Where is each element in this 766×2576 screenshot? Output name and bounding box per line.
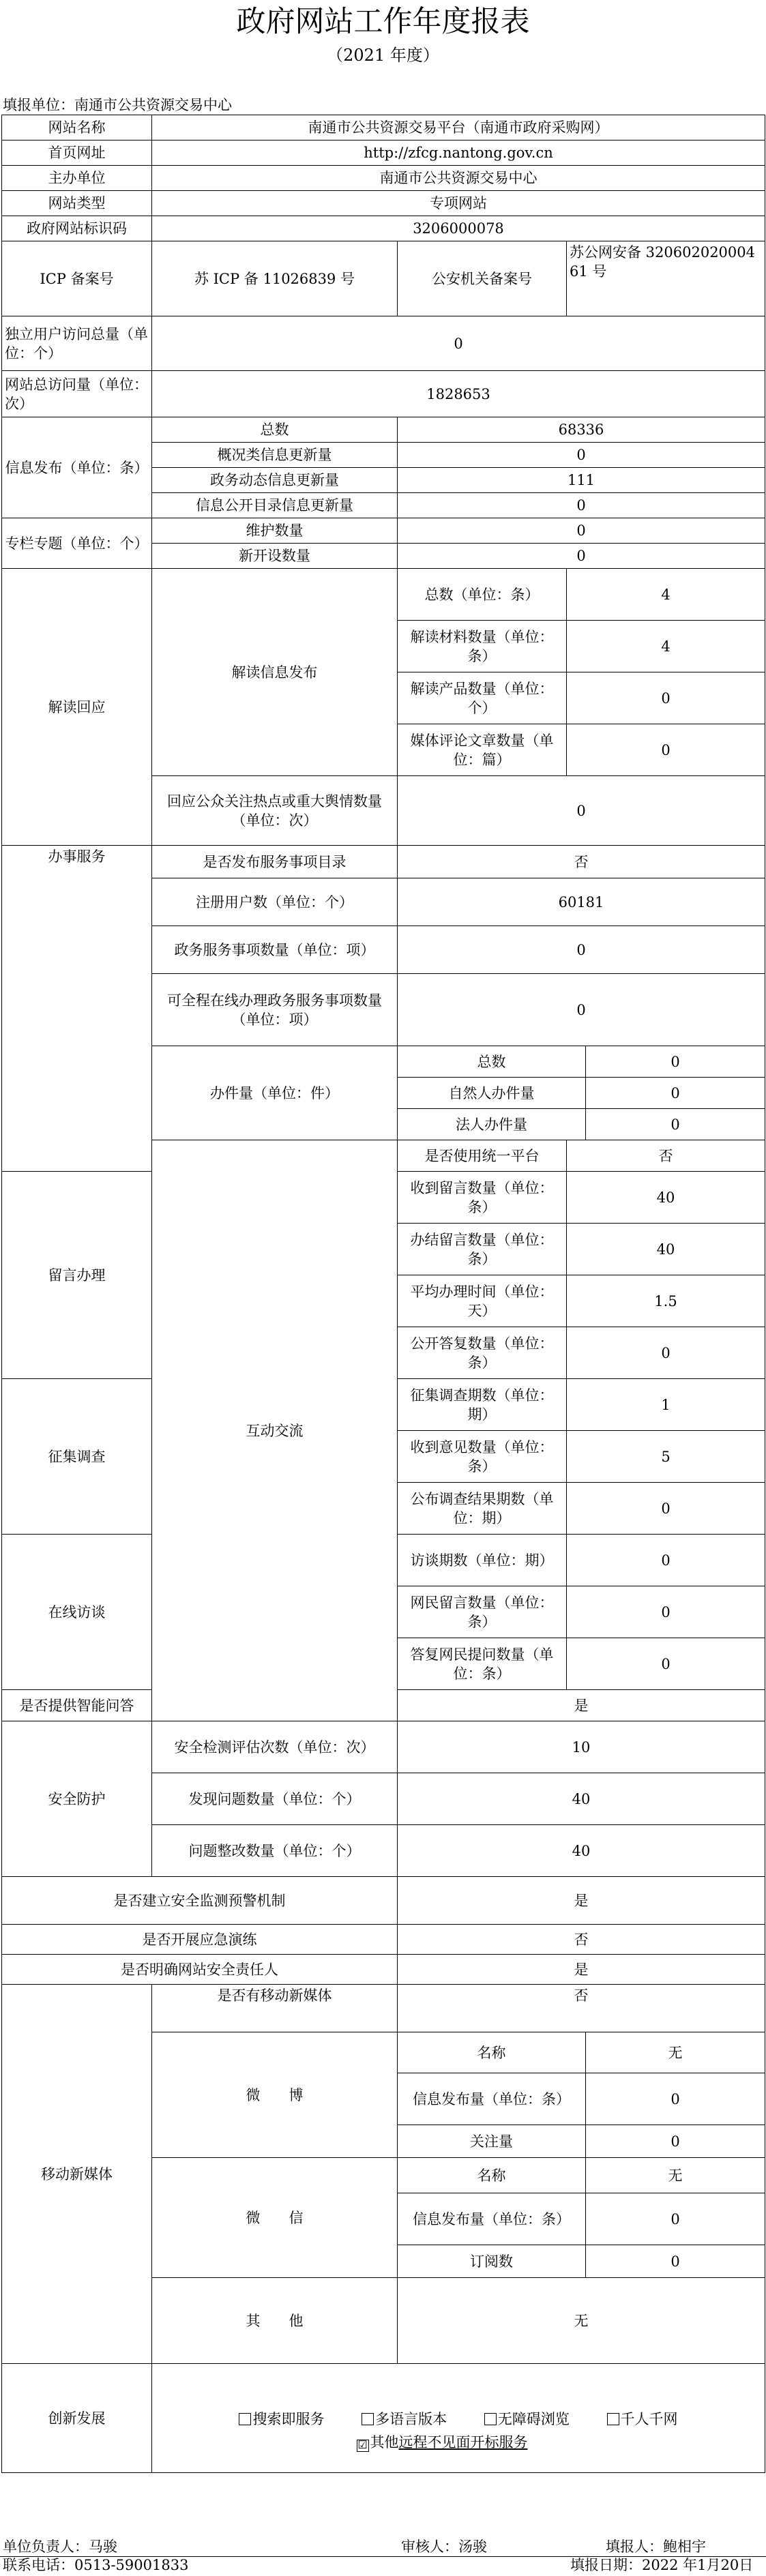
footer-phone: 联系电话：0513-59001833 bbox=[3, 2557, 189, 2573]
label-info-news: 政务动态信息更新量 bbox=[152, 468, 398, 493]
value-service-online: 0 bbox=[398, 974, 765, 1046]
label-icp: ICP 备案号 bbox=[2, 241, 152, 316]
value-interp-total: 4 bbox=[567, 569, 765, 621]
value-sec-drill: 否 bbox=[398, 1925, 765, 1955]
footer-date: 填报日期：2022 年1月20日 bbox=[570, 2557, 754, 2573]
value-talk-periods: 0 bbox=[567, 1535, 765, 1586]
value-info-news: 111 bbox=[398, 468, 765, 493]
label-survey: 征集调查 bbox=[2, 1379, 152, 1535]
value-weibo-follow: 0 bbox=[586, 2125, 765, 2158]
label-msg-pubreply: 公开答复数量（单位：条） bbox=[398, 1327, 567, 1379]
filler-unit: 填报单位：南通市公共资源交易中心 bbox=[3, 97, 232, 113]
label-mobile: 移动新媒体 bbox=[2, 1985, 152, 2364]
label-msg-done: 办结留言数量（单位：条） bbox=[398, 1224, 567, 1275]
label-interp-product: 解读产品数量（单位：个） bbox=[398, 672, 567, 724]
value-msg-avg: 1.5 bbox=[567, 1275, 765, 1327]
label-interp-hot: 回应公众关注热点或重大舆情数量（单位：次） bbox=[152, 776, 398, 846]
label-interp-pub: 解读信息发布 bbox=[152, 569, 398, 776]
label-talk-periods: 访谈期数（单位：期） bbox=[398, 1535, 567, 1586]
label-wechat: 微 信 bbox=[152, 2158, 398, 2278]
label-survey-periods: 征集调查期数（单位：期） bbox=[398, 1379, 567, 1431]
label-column-maint: 维护数量 bbox=[152, 518, 398, 544]
label-column-new: 新开设数量 bbox=[152, 544, 398, 569]
value-wechat-subs: 0 bbox=[586, 2245, 765, 2278]
label-wechat-posts: 信息发布量（单位：条） bbox=[398, 2193, 586, 2245]
label-info-total: 总数 bbox=[152, 417, 398, 443]
value-other: 无 bbox=[398, 2278, 765, 2364]
value-sec-found: 40 bbox=[398, 1773, 765, 1825]
checkbox-empty-icon bbox=[484, 2413, 497, 2425]
footer-head: 单位负责人：马骏 bbox=[3, 2538, 117, 2555]
value-weibo-name: 无 bbox=[586, 2032, 765, 2073]
label-wechat-subs: 订阅数 bbox=[398, 2245, 586, 2278]
value-msg-pubreply: 0 bbox=[567, 1327, 765, 1379]
label-wechat-name: 名称 bbox=[398, 2158, 586, 2193]
value-site-name: 南通市公共资源交易平台（南通市政府采购网） bbox=[152, 115, 765, 140]
value-service-items: 0 bbox=[398, 926, 765, 974]
value-info-total: 68336 bbox=[398, 417, 765, 443]
value-cases-natural: 0 bbox=[586, 1078, 765, 1109]
label-survey-opinions: 收到意见数量（单位：条） bbox=[398, 1431, 567, 1483]
value-pv: 1828653 bbox=[152, 371, 765, 417]
value-column-maint: 0 bbox=[398, 518, 765, 544]
label-sec-drill: 是否开展应急演练 bbox=[2, 1925, 398, 1955]
label-talk-netizen: 网民留言数量（单位：条） bbox=[398, 1586, 567, 1638]
value-home-url: http://zfcg.nantong.gov.cn bbox=[152, 140, 765, 166]
label-info: 信息发布（单位：条） bbox=[2, 417, 152, 518]
label-sponsor: 主办单位 bbox=[2, 166, 152, 191]
label-cases-natural: 自然人办件量 bbox=[398, 1078, 586, 1109]
value-msg-done: 40 bbox=[567, 1224, 765, 1275]
label-sec-tests: 安全检测评估次数（单位：次） bbox=[152, 1721, 398, 1773]
value-sec-owner: 是 bbox=[398, 1955, 765, 1985]
value-sec-tests: 10 bbox=[398, 1721, 765, 1773]
value-mobile-has: 否 bbox=[398, 1985, 765, 2032]
innovation-options bbox=[152, 2364, 765, 2473]
value-site-type: 专项网站 bbox=[152, 191, 765, 216]
label-security: 安全防护 bbox=[2, 1721, 152, 1877]
value-service-users: 60181 bbox=[398, 878, 765, 926]
value-sponsor: 南通市公共资源交易中心 bbox=[152, 166, 765, 191]
label-innovation: 创新发展 bbox=[2, 2364, 152, 2473]
label-column: 专栏专题（单位：个） bbox=[2, 518, 152, 569]
label-service-catalog: 是否发布服务事项目录 bbox=[152, 846, 398, 878]
label-service-cases: 办件量（单位：件） bbox=[152, 1046, 398, 1140]
report-title: 政府网站工作年度报表 bbox=[236, 5, 530, 39]
value-cases-total: 0 bbox=[586, 1046, 765, 1078]
label-interact: 互动交流 bbox=[152, 1140, 398, 1721]
value-interp-media: 0 bbox=[567, 724, 765, 776]
label-other: 其 他 bbox=[152, 2278, 398, 2364]
label-sec-fixed: 问题整改数量（单位：个） bbox=[152, 1825, 398, 1877]
label-ai: 是否提供智能问答 bbox=[2, 1690, 152, 1721]
label-talk-answer: 答复网民提问数量（单位：条） bbox=[398, 1638, 567, 1690]
label-service-items: 政务服务事项数量（单位：项） bbox=[152, 926, 398, 974]
label-sec-monitor: 是否建立安全监测预警机制 bbox=[2, 1877, 398, 1925]
label-police: 公安机关备案号 bbox=[398, 241, 567, 316]
label-cases-total: 总数 bbox=[398, 1046, 586, 1078]
label-weibo: 微 博 bbox=[152, 2032, 398, 2158]
footer-reviewer: 审核人：汤骏 bbox=[401, 2538, 487, 2555]
report-table bbox=[1, 115, 765, 2473]
value-interp-hot: 0 bbox=[398, 776, 765, 846]
value-talk-netizen: 0 bbox=[567, 1586, 765, 1638]
option-search: 搜索即服务 bbox=[239, 2408, 324, 2431]
value-site-code: 3206000078 bbox=[152, 216, 765, 241]
label-site-code: 政府网站标识码 bbox=[2, 216, 152, 241]
label-interp-total: 总数（单位：条） bbox=[398, 569, 567, 621]
value-info-overview: 0 bbox=[398, 443, 765, 468]
checkbox-empty-icon bbox=[362, 2413, 374, 2425]
value-uv: 0 bbox=[152, 316, 765, 371]
label-weibo-posts: 信息发布量（单位：条） bbox=[398, 2073, 586, 2125]
label-uv: 独立用户访问总量（单位：个） bbox=[2, 316, 152, 371]
value-wechat-name: 无 bbox=[586, 2158, 765, 2193]
label-service-online: 可全程在线办理政务服务事项数量（单位：项） bbox=[152, 974, 398, 1046]
label-pv: 网站总访问量（单位：次） bbox=[2, 371, 152, 417]
value-talk-answer: 0 bbox=[567, 1638, 765, 1690]
value-interp-material: 4 bbox=[567, 621, 765, 672]
report-footer bbox=[0, 2538, 766, 2575]
option-multilang: 多语言版本 bbox=[362, 2408, 447, 2431]
value-survey-periods: 1 bbox=[567, 1379, 765, 1431]
label-interp: 解读回应 bbox=[2, 569, 152, 846]
option-personalized: 千人千网 bbox=[607, 2408, 678, 2431]
label-sec-found: 发现问题数量（单位：个） bbox=[152, 1773, 398, 1825]
value-msg-recv: 40 bbox=[567, 1172, 765, 1224]
checkbox-empty-icon bbox=[239, 2413, 251, 2425]
label-service: 办事服务 bbox=[2, 846, 152, 1172]
label-weibo-name: 名称 bbox=[398, 2032, 586, 2073]
label-info-overview: 概况类信息更新量 bbox=[152, 443, 398, 468]
label-survey-results: 公布调查结果期数（单位：期） bbox=[398, 1483, 567, 1535]
value-unified: 否 bbox=[567, 1140, 765, 1172]
checkbox-checked-icon: ☑ bbox=[357, 2438, 368, 2451]
value-police: 苏公网安备 32060202000461 号 bbox=[567, 241, 765, 316]
value-survey-results: 0 bbox=[567, 1483, 765, 1535]
value-ai: 是 bbox=[398, 1690, 765, 1721]
label-interp-media: 媒体评论文章数量（单位：篇） bbox=[398, 724, 567, 776]
label-cases-legal: 法人办件量 bbox=[398, 1109, 586, 1140]
label-mobile-has: 是否有移动新媒体 bbox=[152, 1985, 398, 2032]
label-weibo-follow: 关注量 bbox=[398, 2125, 586, 2158]
value-weibo-posts: 0 bbox=[586, 2073, 765, 2125]
value-service-catalog: 否 bbox=[398, 846, 765, 878]
label-site-name: 网站名称 bbox=[2, 115, 152, 140]
label-info-public: 信息公开目录信息更新量 bbox=[152, 493, 398, 518]
value-survey-opinions: 5 bbox=[567, 1431, 765, 1483]
value-cases-legal: 0 bbox=[586, 1109, 765, 1140]
report-year: （2021 年度） bbox=[327, 46, 439, 65]
checkbox-empty-icon bbox=[607, 2413, 619, 2425]
label-interp-material: 解读材料数量（单位：条） bbox=[398, 621, 567, 672]
label-sec-owner: 是否明确网站安全责任人 bbox=[2, 1955, 398, 1985]
label-msg-recv: 收到留言数量（单位：条） bbox=[398, 1172, 567, 1224]
label-msg-avg: 平均办理时间（单位：天） bbox=[398, 1275, 567, 1327]
value-icp: 苏 ICP 备 11026839 号 bbox=[152, 241, 398, 316]
label-service-users: 注册用户数（单位：个） bbox=[152, 878, 398, 926]
label-msg: 留言办理 bbox=[2, 1172, 152, 1379]
label-site-type: 网站类型 bbox=[2, 191, 152, 216]
value-wechat-posts: 0 bbox=[586, 2193, 765, 2245]
label-home-url: 首页网址 bbox=[2, 140, 152, 166]
value-interp-product: 0 bbox=[567, 672, 765, 724]
label-unified: 是否使用统一平台 bbox=[398, 1140, 567, 1172]
label-talk: 在线访谈 bbox=[2, 1535, 152, 1690]
value-sec-monitor: 是 bbox=[398, 1877, 765, 1925]
footer-filler: 填报人：鲍相宇 bbox=[606, 2538, 706, 2555]
option-other: ☑ 其他远程不见面开标服务 bbox=[357, 2433, 528, 2451]
value-sec-fixed: 40 bbox=[398, 1825, 765, 1877]
option-accessibility: 无障碍浏览 bbox=[484, 2408, 570, 2431]
value-column-new: 0 bbox=[398, 544, 765, 569]
value-info-public: 0 bbox=[398, 493, 765, 518]
